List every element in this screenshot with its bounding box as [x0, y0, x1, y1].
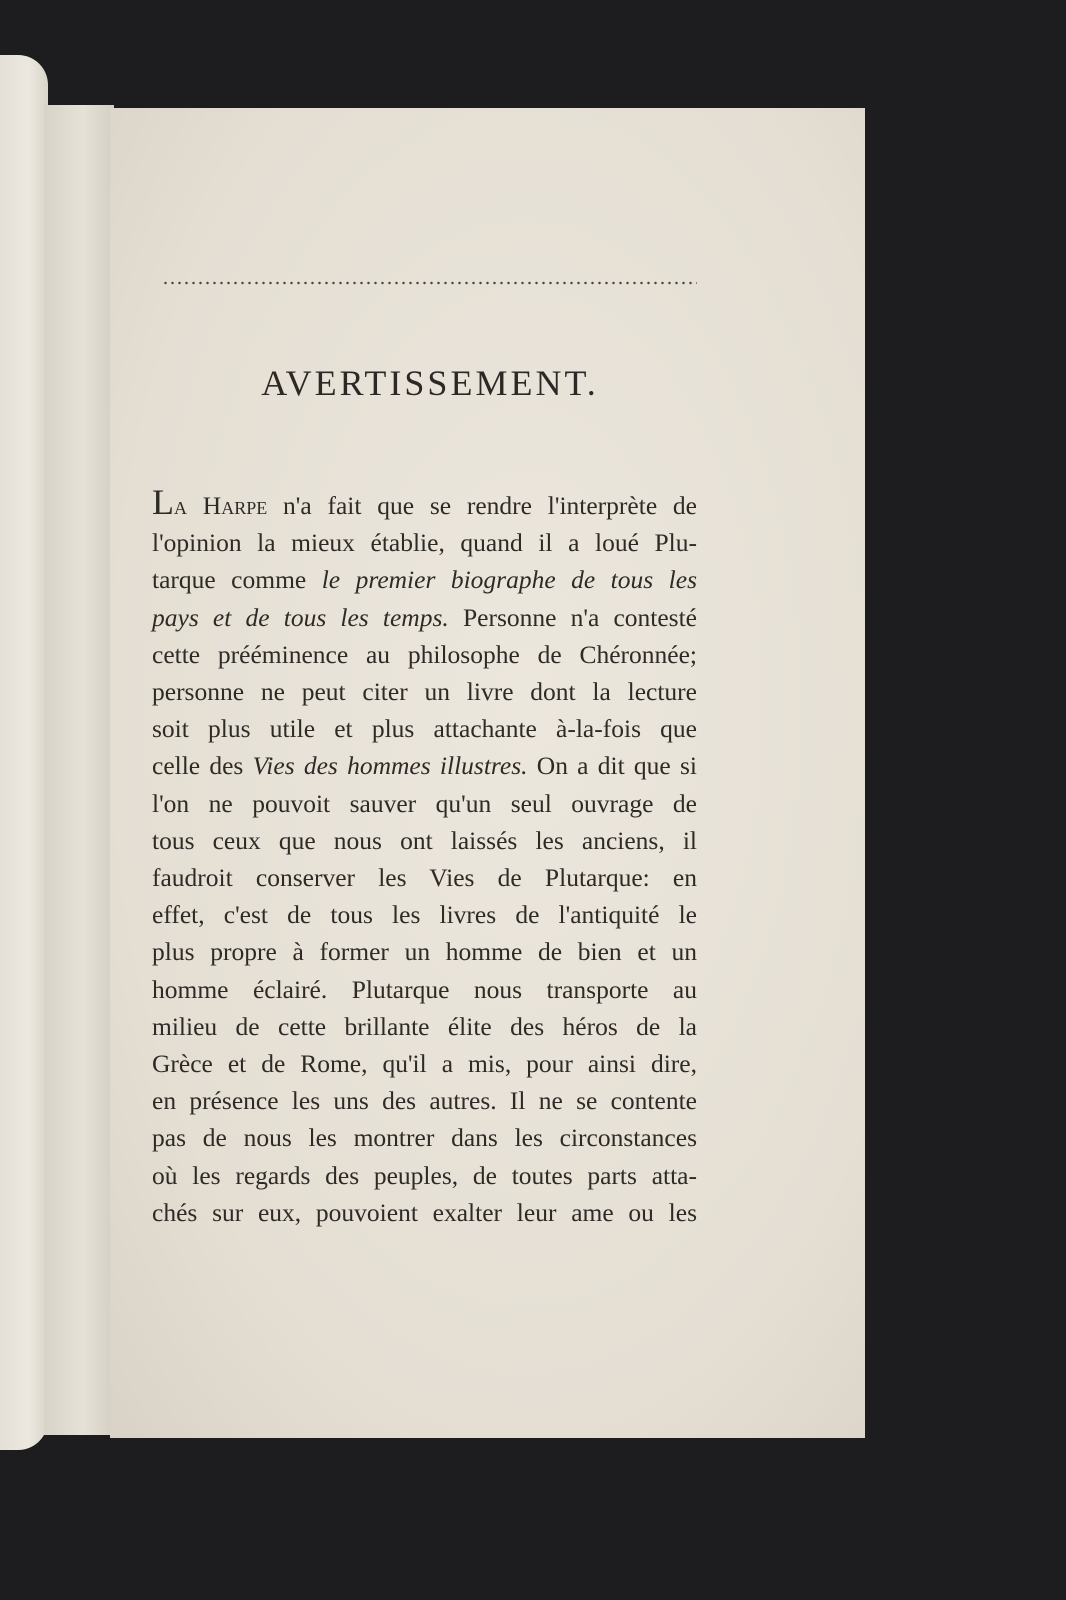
text-line: homme éclairé. Plutarque nous transporte au	[152, 974, 697, 1004]
text-line: tous ceux que nous ont laissés les anciens, il	[152, 825, 697, 855]
text-line	[152, 599, 697, 636]
text-line: soit plus utile et plus attachante à-la-fois que	[152, 714, 697, 744]
text-line: l'on ne pouvoit sauver qu'un seul ouvrage de	[152, 788, 697, 818]
text-line: effet, c'est de tous les livres de l'antiquité le	[152, 900, 697, 930]
text-line: faudroit conserver les Vies de Plutarque: en	[152, 863, 697, 893]
italic-quote: pays et de tous les temps.	[152, 602, 449, 632]
text-line: plus propre à former un homme de bien et un	[152, 937, 697, 967]
text-line	[152, 747, 697, 784]
text-line: cette prééminence au philosophe de Chéronnée;	[152, 639, 697, 669]
text-span: On a dit que si	[527, 751, 697, 781]
text-line: où les regards des peuples, de toutes parts atta-	[152, 1160, 697, 1190]
left-page-edge	[0, 55, 48, 1450]
author-name: a Harpe	[174, 491, 268, 520]
text-line: pas de nous les montrer dans les circonstances	[152, 1123, 697, 1153]
text-span: n'a fait que se rendre l'interprète de	[267, 491, 697, 520]
text-line: Grèce et de Rome, qu'il a mis, pour ainsi dire,	[152, 1049, 697, 1079]
italic-title: Vies des hommes illustres.	[252, 751, 528, 781]
text-span: tarque comme	[152, 565, 322, 595]
page-title: AVERTISSEMENT.	[261, 363, 599, 403]
italic-quote: le premier biographe de tous les	[321, 565, 697, 595]
text-line: milieu de cette brillante élite des héros de la	[152, 1011, 697, 1041]
page-gutter	[44, 105, 114, 1435]
text-line: l'opinion la mieux établie, quand il a loué Plu-	[152, 528, 697, 558]
text-line: en présence les uns des autres. Il ne se contente	[152, 1086, 697, 1116]
text-span: celle des	[152, 751, 253, 781]
text-span: Personne n'a contesté	[448, 602, 697, 632]
drop-cap: L	[152, 482, 174, 522]
text-line	[152, 561, 697, 598]
text-line: chés sur eux, pouvoient exalter leur ame ou les	[152, 1197, 697, 1227]
ornamental-rule	[162, 280, 697, 286]
text-line	[152, 484, 697, 524]
body-text	[152, 484, 697, 1231]
text-line: personne ne peut citer un livre dont la lecture	[152, 677, 697, 707]
